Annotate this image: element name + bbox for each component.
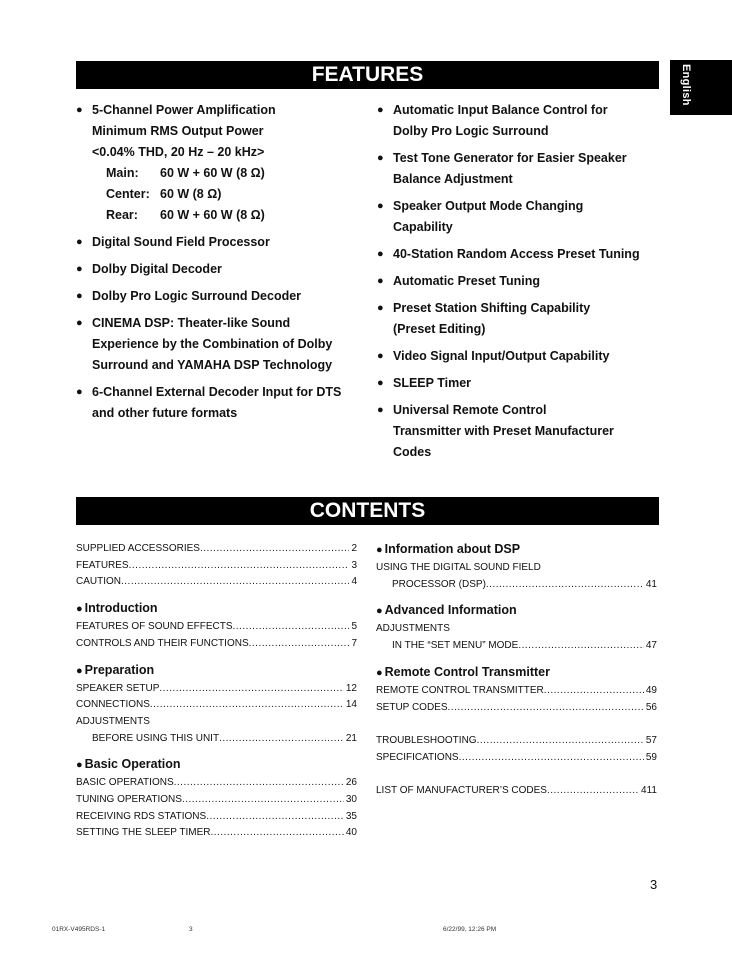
language-tab-label: English xyxy=(680,64,692,106)
feature-item: ● Speaker Output Mode Changing Capability xyxy=(377,196,667,238)
toc-section-heading: ● Advanced Information xyxy=(376,603,517,618)
feature-item: ● Automatic Preset Tuning xyxy=(377,271,667,292)
toc-entry[interactable]: SETUP CODES ..... 56 xyxy=(376,700,657,717)
toc-entry[interactable]: IN THE “SET MENU” MODE ..... 47 xyxy=(376,638,657,655)
feature-item: ● Automatic Input Balance Control for Dolby Pro Logic Surround xyxy=(377,100,667,142)
page-number: 3 xyxy=(650,877,658,892)
feature-item: ● 5-Channel Power Amplification Minimum RMS Output Power <0.04% THD, 20 Hz – 20 kHz> Main: 60 W + 60 W (8 Ω) Center: 60 W (8 Ω) Rear: 60 W + 60 W (8 Ω) xyxy=(76,100,366,226)
bullet-icon: ● xyxy=(376,666,383,679)
footer-page: 3 xyxy=(189,926,193,933)
contents-right-column xyxy=(376,540,657,800)
bullet-icon: ● xyxy=(76,664,83,677)
toc-section-heading: ● Remote Control Transmitter xyxy=(376,664,550,679)
features-left-column xyxy=(76,100,366,430)
toc-section-heading: ● Information about DSP xyxy=(376,542,521,556)
toc-section-heading: ● Introduction xyxy=(76,601,158,616)
toc-entry[interactable]: RECEIVING RDS STATIONS ..... 35 xyxy=(76,809,357,826)
toc-entry[interactable]: FEATURES OF SOUND EFFECTS ..... 5 xyxy=(76,619,357,636)
footer-date: 6/22/99, 12:26 PM xyxy=(443,926,497,933)
toc-section-heading: ● Basic Operation xyxy=(76,757,181,772)
bullet-icon: ● xyxy=(376,544,383,556)
toc-section-heading: ● Preparation xyxy=(76,662,155,677)
toc-entry[interactable]: TUNING OPERATIONS ..... 30 xyxy=(76,792,357,809)
feature-item: ● Universal Remote Control Transmitter with Preset Manufacturer Codes xyxy=(377,400,667,463)
language-tab xyxy=(670,60,732,115)
toc-entry[interactable]: CONNECTIONS ..... 14 xyxy=(76,697,357,714)
toc-entry[interactable]: CONTROLS AND THEIR FUNCTIONS ..... 7 xyxy=(76,636,357,653)
bullet-icon: ● xyxy=(76,603,83,616)
toc-entry-label: ADJUSTMENTS xyxy=(376,623,450,635)
feature-item: ● CINEMA DSP: Theater-like Sound Experience by the Combination of Dolby Surround and YAMAHA DSP Technology xyxy=(76,313,366,376)
toc-entry-label: ADJUSTMENTS xyxy=(76,715,150,727)
feature-item: ● SLEEP Timer xyxy=(377,373,667,394)
feature-item: ● 6-Channel External Decoder Input for DTS and other future formats xyxy=(76,382,366,424)
features-heading: FEATURES xyxy=(76,61,659,89)
toc-entry[interactable]: PROCESSOR (DSP) ..... 41 xyxy=(376,577,657,594)
toc-entry[interactable]: TROUBLESHOOTING ..... 57 xyxy=(376,733,657,750)
spec-row: Rear: 60 W + 60 W (8 Ω) xyxy=(106,208,265,222)
feature-item: ● Dolby Digital Decoder xyxy=(76,259,366,280)
features-right-column xyxy=(377,100,667,469)
feature-item: ● Preset Station Shifting Capability (Preset Editing) xyxy=(377,298,667,340)
feature-item: ● Dolby Pro Logic Surround Decoder xyxy=(76,286,366,307)
feature-item: ● Video Signal Input/Output Capability xyxy=(377,346,667,367)
toc-entry[interactable]: FEATURES ..... 3 xyxy=(76,558,357,575)
toc-entry[interactable]: REMOTE CONTROL TRANSMITTER ..... 49 xyxy=(376,683,657,700)
spec-row: Main: 60 W + 60 W (8 Ω) xyxy=(106,166,265,180)
feature-item: ● Test Tone Generator for Easier Speaker Balance Adjustment xyxy=(377,148,667,190)
feature-item: ● Digital Sound Field Processor xyxy=(76,232,366,253)
spec-row: Center: 60 W (8 Ω) xyxy=(106,187,222,201)
toc-entry[interactable]: LIST OF MANUFACTURER’S CODES ..... 411 xyxy=(376,783,657,800)
toc-entry[interactable]: SETTING THE SLEEP TIMER ..... 40 xyxy=(76,825,357,842)
toc-entry[interactable]: CAUTION ..... 4 xyxy=(76,574,357,591)
contents-heading: CONTENTS xyxy=(76,497,659,525)
toc-entry[interactable]: BEFORE USING THIS UNIT ..... 21 xyxy=(76,731,357,748)
toc-entry[interactable]: SPEAKER SETUP ..... 12 xyxy=(76,681,357,698)
contents-left-column xyxy=(76,541,357,842)
toc-entry-label: USING THE DIGITAL SOUND FIELD xyxy=(376,562,541,573)
feature-item: ● 40-Station Random Access Preset Tuning xyxy=(377,244,667,265)
bullet-icon: ● xyxy=(376,605,383,618)
toc-entry[interactable]: SPECIFICATIONS ..... 59 xyxy=(376,750,657,767)
bullet-icon: ● xyxy=(76,759,83,772)
footer-file: 01RX-V495RDS-1 xyxy=(52,926,106,933)
toc-entry[interactable]: BASIC OPERATIONS ..... 26 xyxy=(76,775,357,792)
toc-entry[interactable]: SUPPLIED ACCESSORIES ..... 2 xyxy=(76,541,357,558)
